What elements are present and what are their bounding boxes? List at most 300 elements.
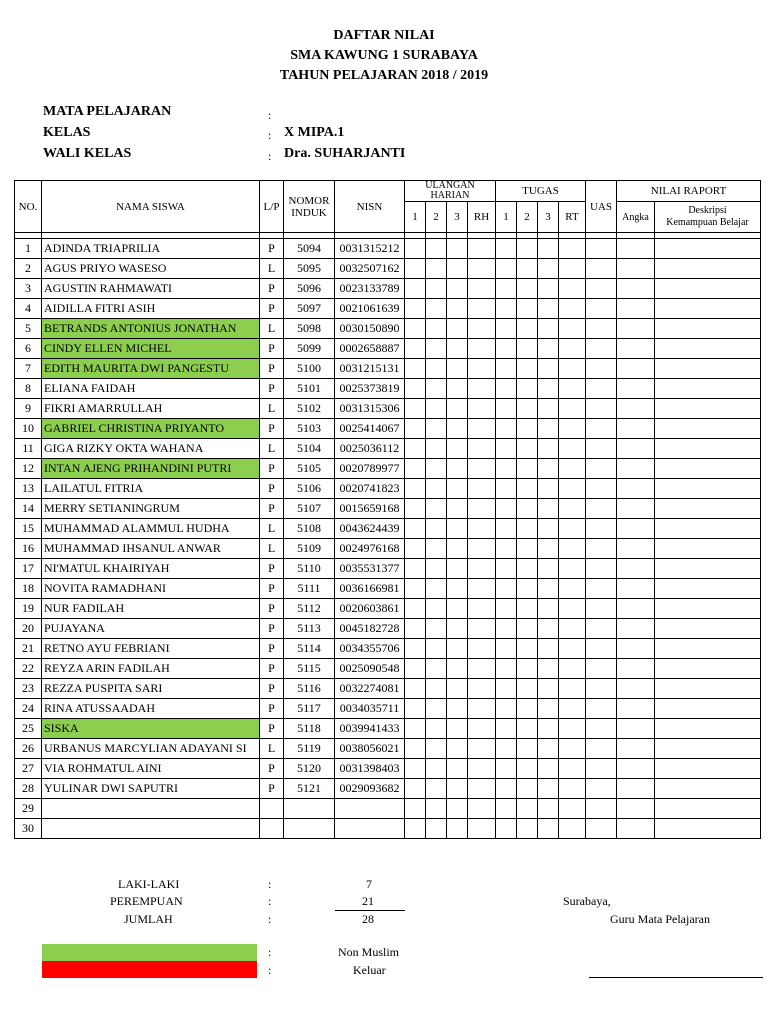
grade-cell[interactable] (655, 259, 761, 279)
grade-cell[interactable] (468, 499, 496, 519)
grade-cell[interactable] (538, 399, 559, 419)
grade-cell[interactable] (559, 559, 586, 579)
grade-cell[interactable] (496, 399, 517, 419)
grade-cell[interactable] (517, 639, 538, 659)
grade-cell[interactable] (538, 559, 559, 579)
grade-cell[interactable] (447, 559, 468, 579)
grade-cell[interactable] (468, 559, 496, 579)
grade-cell[interactable] (447, 639, 468, 659)
grade-cell[interactable] (559, 399, 586, 419)
grade-cell[interactable] (426, 739, 447, 759)
grade-cell[interactable] (559, 299, 586, 319)
grade-cell[interactable] (559, 619, 586, 639)
grade-cell[interactable] (468, 279, 496, 299)
grade-cell[interactable] (496, 359, 517, 379)
grade-cell[interactable] (586, 259, 617, 279)
grade-cell[interactable] (655, 419, 761, 439)
grade-cell[interactable] (496, 599, 517, 619)
grade-cell[interactable] (426, 499, 447, 519)
grade-cell[interactable] (559, 799, 586, 819)
grade-cell[interactable] (496, 799, 517, 819)
grade-cell[interactable] (517, 799, 538, 819)
grade-cell[interactable] (405, 359, 426, 379)
grade-cell[interactable] (468, 419, 496, 439)
grade-cell[interactable] (426, 759, 447, 779)
grade-cell[interactable] (655, 279, 761, 299)
grade-cell[interactable] (617, 539, 655, 559)
grade-cell[interactable] (447, 499, 468, 519)
grade-cell[interactable] (405, 719, 426, 739)
grade-cell[interactable] (468, 699, 496, 719)
grade-cell[interactable] (447, 259, 468, 279)
grade-cell[interactable] (468, 539, 496, 559)
grade-cell[interactable] (405, 519, 426, 539)
grade-cell[interactable] (538, 279, 559, 299)
grade-cell[interactable] (496, 339, 517, 359)
grade-cell[interactable] (468, 819, 496, 839)
grade-cell[interactable] (617, 319, 655, 339)
grade-cell[interactable] (655, 619, 761, 639)
grade-cell[interactable] (496, 579, 517, 599)
grade-cell[interactable] (617, 819, 655, 839)
grade-cell[interactable] (517, 819, 538, 839)
grade-cell[interactable] (617, 399, 655, 419)
grade-cell[interactable] (586, 299, 617, 319)
grade-cell[interactable] (496, 679, 517, 699)
grade-cell[interactable] (496, 499, 517, 519)
grade-cell[interactable] (447, 459, 468, 479)
grade-cell[interactable] (586, 419, 617, 439)
grade-cell[interactable] (405, 639, 426, 659)
grade-cell[interactable] (496, 439, 517, 459)
grade-cell[interactable] (426, 419, 447, 439)
grade-cell[interactable] (426, 659, 447, 679)
grade-cell[interactable] (655, 319, 761, 339)
grade-cell[interactable] (517, 719, 538, 739)
grade-cell[interactable] (538, 799, 559, 819)
grade-cell[interactable] (517, 559, 538, 579)
grade-cell[interactable] (405, 299, 426, 319)
grade-cell[interactable] (426, 599, 447, 619)
grade-cell[interactable] (447, 339, 468, 359)
grade-cell[interactable] (468, 619, 496, 639)
grade-cell[interactable] (538, 519, 559, 539)
grade-cell[interactable] (496, 299, 517, 319)
grade-cell[interactable] (496, 259, 517, 279)
grade-cell[interactable] (468, 259, 496, 279)
grade-cell[interactable] (447, 739, 468, 759)
grade-cell[interactable] (517, 279, 538, 299)
grade-cell[interactable] (496, 739, 517, 759)
grade-cell[interactable] (655, 639, 761, 659)
grade-cell[interactable] (655, 539, 761, 559)
grade-cell[interactable] (426, 719, 447, 739)
grade-cell[interactable] (405, 559, 426, 579)
grade-cell[interactable] (617, 679, 655, 699)
grade-cell[interactable] (655, 359, 761, 379)
grade-cell[interactable] (496, 479, 517, 499)
grade-cell[interactable] (538, 599, 559, 619)
grade-cell[interactable] (468, 239, 496, 259)
grade-cell[interactable] (517, 239, 538, 259)
grade-cell[interactable] (405, 579, 426, 599)
grade-cell[interactable] (538, 759, 559, 779)
grade-cell[interactable] (559, 699, 586, 719)
grade-cell[interactable] (586, 439, 617, 459)
grade-cell[interactable] (405, 539, 426, 559)
grade-cell[interactable] (586, 699, 617, 719)
grade-cell[interactable] (468, 439, 496, 459)
grade-cell[interactable] (517, 439, 538, 459)
grade-cell[interactable] (517, 299, 538, 319)
grade-cell[interactable] (617, 739, 655, 759)
grade-cell[interactable] (405, 739, 426, 759)
grade-cell[interactable] (426, 699, 447, 719)
grade-cell[interactable] (517, 619, 538, 639)
grade-cell[interactable] (426, 779, 447, 799)
grade-cell[interactable] (559, 539, 586, 559)
grade-cell[interactable] (426, 819, 447, 839)
grade-cell[interactable] (655, 659, 761, 679)
grade-cell[interactable] (517, 579, 538, 599)
grade-cell[interactable] (447, 419, 468, 439)
grade-cell[interactable] (405, 239, 426, 259)
grade-cell[interactable] (447, 719, 468, 739)
grade-cell[interactable] (586, 799, 617, 819)
grade-cell[interactable] (517, 699, 538, 719)
grade-cell[interactable] (405, 819, 426, 839)
grade-cell[interactable] (405, 699, 426, 719)
grade-cell[interactable] (538, 619, 559, 639)
grade-cell[interactable] (655, 559, 761, 579)
grade-cell[interactable] (447, 799, 468, 819)
grade-cell[interactable] (405, 339, 426, 359)
grade-cell[interactable] (517, 779, 538, 799)
grade-cell[interactable] (617, 799, 655, 819)
grade-cell[interactable] (468, 639, 496, 659)
grade-cell[interactable] (617, 479, 655, 499)
grade-cell[interactable] (617, 359, 655, 379)
grade-cell[interactable] (426, 439, 447, 459)
grade-cell[interactable] (617, 379, 655, 399)
grade-cell[interactable] (447, 619, 468, 639)
grade-cell[interactable] (538, 379, 559, 399)
grade-cell[interactable] (538, 659, 559, 679)
grade-cell[interactable] (496, 819, 517, 839)
grade-cell[interactable] (405, 799, 426, 819)
grade-cell[interactable] (426, 319, 447, 339)
grade-cell[interactable] (586, 539, 617, 559)
grade-cell[interactable] (655, 459, 761, 479)
grade-cell[interactable] (586, 679, 617, 699)
grade-cell[interactable] (586, 759, 617, 779)
grade-cell[interactable] (538, 419, 559, 439)
grade-cell[interactable] (617, 519, 655, 539)
grade-cell[interactable] (559, 779, 586, 799)
grade-cell[interactable] (517, 499, 538, 519)
grade-cell[interactable] (447, 299, 468, 319)
grade-cell[interactable] (559, 359, 586, 379)
grade-cell[interactable] (447, 779, 468, 799)
grade-cell[interactable] (538, 479, 559, 499)
grade-cell[interactable] (617, 639, 655, 659)
grade-cell[interactable] (559, 419, 586, 439)
grade-cell[interactable] (538, 819, 559, 839)
grade-cell[interactable] (559, 459, 586, 479)
grade-cell[interactable] (586, 319, 617, 339)
grade-cell[interactable] (617, 299, 655, 319)
grade-cell[interactable] (426, 299, 447, 319)
grade-cell[interactable] (559, 639, 586, 659)
grade-cell[interactable] (517, 519, 538, 539)
grade-cell[interactable] (655, 579, 761, 599)
grade-cell[interactable] (405, 499, 426, 519)
grade-cell[interactable] (405, 459, 426, 479)
grade-cell[interactable] (517, 419, 538, 439)
grade-cell[interactable] (468, 459, 496, 479)
grade-cell[interactable] (517, 319, 538, 339)
grade-cell[interactable] (538, 579, 559, 599)
grade-cell[interactable] (559, 499, 586, 519)
grade-cell[interactable] (559, 339, 586, 359)
grade-cell[interactable] (426, 239, 447, 259)
grade-cell[interactable] (586, 499, 617, 519)
grade-cell[interactable] (496, 759, 517, 779)
grade-cell[interactable] (468, 599, 496, 619)
grade-cell[interactable] (655, 399, 761, 419)
grade-cell[interactable] (496, 559, 517, 579)
grade-cell[interactable] (655, 239, 761, 259)
grade-cell[interactable] (559, 719, 586, 739)
grade-cell[interactable] (405, 619, 426, 639)
grade-cell[interactable] (586, 479, 617, 499)
grade-cell[interactable] (538, 739, 559, 759)
grade-cell[interactable] (468, 359, 496, 379)
grade-cell[interactable] (517, 599, 538, 619)
grade-cell[interactable] (496, 779, 517, 799)
grade-cell[interactable] (586, 279, 617, 299)
grade-cell[interactable] (426, 539, 447, 559)
grade-cell[interactable] (468, 399, 496, 419)
grade-cell[interactable] (655, 519, 761, 539)
grade-cell[interactable] (517, 679, 538, 699)
grade-cell[interactable] (655, 759, 761, 779)
grade-cell[interactable] (586, 379, 617, 399)
grade-cell[interactable] (426, 679, 447, 699)
grade-cell[interactable] (655, 719, 761, 739)
grade-cell[interactable] (559, 239, 586, 259)
grade-cell[interactable] (586, 559, 617, 579)
grade-cell[interactable] (496, 419, 517, 439)
grade-cell[interactable] (517, 479, 538, 499)
grade-cell[interactable] (426, 359, 447, 379)
grade-cell[interactable] (586, 639, 617, 659)
grade-cell[interactable] (405, 599, 426, 619)
grade-cell[interactable] (468, 319, 496, 339)
grade-cell[interactable] (447, 699, 468, 719)
grade-cell[interactable] (559, 659, 586, 679)
grade-cell[interactable] (447, 759, 468, 779)
grade-cell[interactable] (617, 419, 655, 439)
grade-cell[interactable] (447, 359, 468, 379)
grade-cell[interactable] (655, 339, 761, 359)
grade-cell[interactable] (447, 439, 468, 459)
grade-cell[interactable] (426, 619, 447, 639)
grade-cell[interactable] (617, 619, 655, 639)
grade-cell[interactable] (538, 539, 559, 559)
grade-cell[interactable] (586, 359, 617, 379)
grade-cell[interactable] (517, 759, 538, 779)
grade-cell[interactable] (617, 499, 655, 519)
grade-cell[interactable] (586, 599, 617, 619)
grade-cell[interactable] (586, 519, 617, 539)
grade-cell[interactable] (617, 259, 655, 279)
grade-cell[interactable] (617, 759, 655, 779)
grade-cell[interactable] (447, 399, 468, 419)
grade-cell[interactable] (496, 539, 517, 559)
grade-cell[interactable] (496, 719, 517, 739)
grade-cell[interactable] (655, 479, 761, 499)
grade-cell[interactable] (517, 259, 538, 279)
grade-cell[interactable] (405, 259, 426, 279)
grade-cell[interactable] (468, 739, 496, 759)
grade-cell[interactable] (538, 699, 559, 719)
grade-cell[interactable] (538, 259, 559, 279)
grade-cell[interactable] (538, 339, 559, 359)
grade-cell[interactable] (496, 639, 517, 659)
grade-cell[interactable] (617, 659, 655, 679)
grade-cell[interactable] (447, 319, 468, 339)
grade-cell[interactable] (655, 299, 761, 319)
grade-cell[interactable] (655, 799, 761, 819)
grade-cell[interactable] (426, 639, 447, 659)
grade-cell[interactable] (405, 759, 426, 779)
grade-cell[interactable] (405, 779, 426, 799)
grade-cell[interactable] (447, 579, 468, 599)
grade-cell[interactable] (517, 739, 538, 759)
grade-cell[interactable] (468, 379, 496, 399)
grade-cell[interactable] (496, 459, 517, 479)
grade-cell[interactable] (517, 459, 538, 479)
grade-cell[interactable] (559, 519, 586, 539)
grade-cell[interactable] (586, 779, 617, 799)
grade-cell[interactable] (447, 679, 468, 699)
grade-cell[interactable] (405, 379, 426, 399)
grade-cell[interactable] (496, 519, 517, 539)
grade-cell[interactable] (586, 459, 617, 479)
grade-cell[interactable] (586, 819, 617, 839)
grade-cell[interactable] (447, 519, 468, 539)
grade-cell[interactable] (468, 479, 496, 499)
grade-cell[interactable] (405, 479, 426, 499)
grade-cell[interactable] (559, 819, 586, 839)
grade-cell[interactable] (559, 679, 586, 699)
grade-cell[interactable] (538, 639, 559, 659)
grade-cell[interactable] (426, 479, 447, 499)
grade-cell[interactable] (655, 379, 761, 399)
grade-cell[interactable] (468, 679, 496, 699)
grade-cell[interactable] (559, 739, 586, 759)
grade-cell[interactable] (496, 659, 517, 679)
grade-cell[interactable] (538, 359, 559, 379)
grade-cell[interactable] (617, 559, 655, 579)
grade-cell[interactable] (447, 819, 468, 839)
grade-cell[interactable] (586, 739, 617, 759)
grade-cell[interactable] (426, 399, 447, 419)
grade-cell[interactable] (447, 479, 468, 499)
grade-cell[interactable] (538, 719, 559, 739)
grade-cell[interactable] (426, 339, 447, 359)
grade-cell[interactable] (496, 699, 517, 719)
grade-cell[interactable] (517, 659, 538, 679)
grade-cell[interactable] (517, 539, 538, 559)
grade-cell[interactable] (655, 499, 761, 519)
grade-cell[interactable] (586, 579, 617, 599)
grade-cell[interactable] (447, 239, 468, 259)
grade-cell[interactable] (559, 479, 586, 499)
grade-cell[interactable] (617, 599, 655, 619)
grade-cell[interactable] (426, 519, 447, 539)
grade-cell[interactable] (496, 279, 517, 299)
grade-cell[interactable] (617, 779, 655, 799)
grade-cell[interactable] (586, 339, 617, 359)
grade-cell[interactable] (559, 279, 586, 299)
grade-cell[interactable] (617, 439, 655, 459)
grade-cell[interactable] (496, 619, 517, 639)
grade-cell[interactable] (468, 719, 496, 739)
grade-cell[interactable] (468, 339, 496, 359)
grade-cell[interactable] (538, 459, 559, 479)
grade-cell[interactable] (496, 319, 517, 339)
grade-cell[interactable] (517, 359, 538, 379)
grade-cell[interactable] (496, 379, 517, 399)
grade-cell[interactable] (426, 279, 447, 299)
grade-cell[interactable] (586, 399, 617, 419)
grade-cell[interactable] (405, 419, 426, 439)
grade-cell[interactable] (617, 239, 655, 259)
grade-cell[interactable] (447, 279, 468, 299)
grade-cell[interactable] (538, 679, 559, 699)
grade-cell[interactable] (559, 599, 586, 619)
grade-cell[interactable] (538, 299, 559, 319)
grade-cell[interactable] (617, 719, 655, 739)
grade-cell[interactable] (405, 279, 426, 299)
grade-cell[interactable] (468, 299, 496, 319)
grade-cell[interactable] (538, 319, 559, 339)
grade-cell[interactable] (496, 239, 517, 259)
grade-cell[interactable] (538, 499, 559, 519)
grade-cell[interactable] (559, 579, 586, 599)
grade-cell[interactable] (655, 599, 761, 619)
grade-cell[interactable] (447, 659, 468, 679)
grade-cell[interactable] (405, 399, 426, 419)
grade-cell[interactable] (517, 399, 538, 419)
grade-cell[interactable] (586, 239, 617, 259)
grade-cell[interactable] (586, 659, 617, 679)
grade-cell[interactable] (447, 539, 468, 559)
grade-cell[interactable] (426, 259, 447, 279)
grade-cell[interactable] (617, 279, 655, 299)
grade-cell[interactable] (538, 779, 559, 799)
grade-cell[interactable] (655, 699, 761, 719)
grade-cell[interactable] (468, 759, 496, 779)
grade-cell[interactable] (655, 739, 761, 759)
grade-cell[interactable] (655, 679, 761, 699)
grade-cell[interactable] (655, 819, 761, 839)
grade-cell[interactable] (447, 379, 468, 399)
grade-cell[interactable] (586, 619, 617, 639)
grade-cell[interactable] (447, 599, 468, 619)
